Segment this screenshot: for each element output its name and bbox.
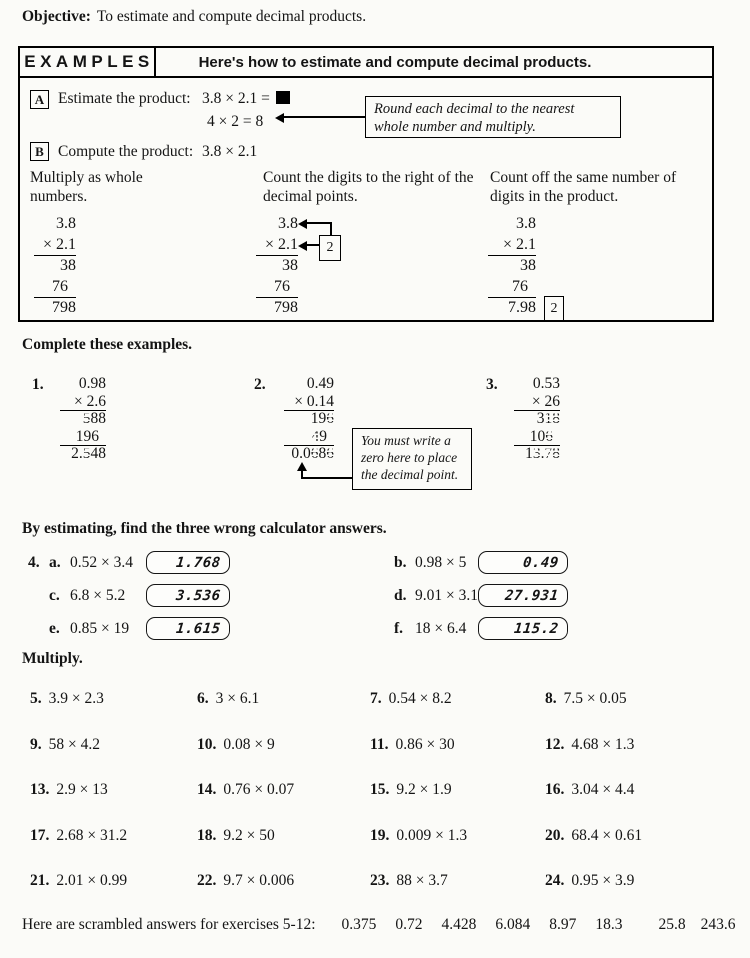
work-row	[284, 411, 334, 429]
digits: × 26	[531, 392, 560, 410]
work-row	[284, 394, 334, 412]
calculator-exercise	[394, 612, 734, 645]
digits: 798	[52, 299, 76, 316]
round-note-text: Round each decimal to the nearest whole number and multiply.	[374, 101, 575, 135]
work-row	[514, 411, 560, 429]
exercise-letter: d.	[394, 586, 407, 604]
exercise-number: 8.	[545, 690, 557, 707]
digits: 8	[318, 445, 327, 462]
calculator-exercise	[394, 546, 734, 579]
digits: 76	[52, 278, 68, 295]
multiply-exercise	[30, 827, 197, 873]
multiply-exercise	[30, 690, 197, 736]
step-3-heading: Count off the same number of digits in the product.	[490, 169, 677, 205]
exercise-expression: 4.68 × 1.3	[571, 735, 635, 753]
work-row	[256, 214, 298, 235]
work-row	[34, 256, 76, 277]
scrambled-value: 0.375	[341, 916, 377, 933]
exercise-number: 5.	[30, 690, 42, 707]
exercise-number: 23.	[370, 872, 390, 889]
digits: 0.0	[291, 445, 311, 462]
work-row	[34, 235, 76, 256]
exercise-expression: 2.9 × 13	[56, 781, 108, 798]
exercise-expression: 9.2 × 50	[223, 826, 275, 844]
exercise-letter: e.	[49, 619, 60, 637]
work-row	[488, 298, 536, 319]
arrow-line	[283, 116, 365, 118]
digits: 7.98	[508, 299, 536, 316]
exercise-expression: 0.08 × 9	[223, 735, 275, 753]
digits: 9	[319, 427, 327, 445]
problem-3-work	[514, 376, 560, 464]
exercise-number: 9.	[30, 735, 42, 753]
arrow-left-icon	[298, 219, 307, 229]
multiply-grid	[30, 690, 742, 918]
digits: × 0.14	[294, 392, 334, 410]
digits: 76	[512, 278, 528, 295]
problem-number: 3.	[486, 376, 498, 393]
scrambled-value: 18.3	[595, 916, 623, 933]
scrambled-values	[316, 916, 736, 933]
calculator-display	[146, 584, 230, 607]
calculator-value: 1.768	[175, 554, 222, 571]
exercise-expression: 0.95 × 3.9	[571, 872, 635, 889]
objective-text: To estimate and compute decimal products.	[96, 8, 367, 25]
exercise-number: 20.	[545, 826, 565, 844]
exercise-letter: c.	[49, 586, 60, 604]
exercise-expression: 0.52 × 3.4	[70, 553, 133, 571]
exercise-number: 19.	[370, 826, 390, 844]
exercise-number: 17.	[30, 826, 50, 844]
problem-2-work	[284, 376, 334, 464]
calculator-display	[146, 551, 230, 574]
digits: 3.8	[56, 215, 76, 232]
exercise-expression: 0.98 × 5	[415, 553, 467, 571]
exercise-expression: 0.86 × 30	[395, 735, 455, 753]
calculator-display	[146, 617, 230, 640]
digit-count-badge: 2	[319, 235, 341, 261]
problem-1-work	[60, 376, 106, 464]
multiply-exercise	[370, 827, 545, 873]
multiply-exercise	[370, 872, 545, 918]
work-row	[514, 446, 560, 464]
multiply-heading: Multiply.	[22, 650, 83, 667]
work-row	[256, 298, 298, 319]
work-row	[488, 256, 536, 277]
scrambled-label: Here are scrambled answers for exercises 5-12:	[22, 916, 316, 933]
multiply-exercise	[545, 736, 742, 782]
digits: 38	[520, 257, 536, 274]
exercise-number: 4.	[28, 553, 40, 571]
scrambled-value: 4.428	[441, 916, 477, 933]
exercise-letter: a.	[49, 553, 61, 571]
arrow-left-icon	[298, 241, 307, 251]
scrambled-value: 25.8	[658, 916, 686, 933]
scrambled-answers	[22, 916, 736, 934]
trace-digits: 78	[544, 445, 560, 462]
exercise-expression: 3.9 × 2.3	[48, 690, 104, 707]
work-row	[60, 376, 106, 394]
examples-subtitle: Here's how to estimate and compute decimal products.	[198, 53, 592, 71]
work-row	[60, 411, 106, 429]
multiply-exercise	[545, 872, 742, 918]
objective-label: Objective:	[22, 8, 91, 25]
work-column-1	[34, 214, 76, 319]
digits: × 2.1	[502, 236, 536, 253]
example-a-expression	[202, 90, 290, 108]
work-row	[60, 429, 106, 447]
example-a-label: Estimate the product:	[58, 90, 191, 107]
trace-digits: 4	[311, 427, 320, 445]
calculator-display	[478, 584, 568, 607]
digits: 38	[282, 257, 298, 274]
digits: 38	[60, 257, 76, 274]
multiply-exercise	[30, 872, 197, 918]
digits: 3.8	[278, 215, 298, 232]
calculator-value: 115.2	[513, 620, 560, 637]
exercise-expression: 6.8 × 5.2	[70, 586, 126, 604]
work-row	[256, 277, 298, 298]
exercise-expression: 0.85 × 19	[70, 619, 130, 637]
scrambled-value: 6.084	[495, 916, 531, 933]
calculator-value: 0.49	[522, 554, 560, 571]
multiply-exercise	[370, 736, 545, 782]
work-row	[34, 214, 76, 235]
exercise-expression: 9.7 × 0.006	[223, 872, 295, 889]
exercise-number: 15.	[370, 781, 390, 798]
digits: 196	[75, 427, 99, 445]
multiply-exercise	[370, 781, 545, 827]
work-row	[284, 429, 334, 447]
scrambled-value: 8.97	[549, 916, 577, 933]
zero-note-box	[352, 428, 472, 490]
exercise-number: 7.	[370, 690, 382, 707]
work-row	[60, 394, 106, 412]
multiply-exercise	[545, 690, 742, 736]
calculator-exercise	[28, 579, 394, 612]
exercise-letter: f.	[394, 619, 404, 637]
digits: × 2.6	[74, 392, 106, 410]
calculator-value: 3.536	[175, 587, 222, 604]
example-a-estimate: 4 × 2 = 8	[207, 113, 264, 130]
multiply-exercise	[197, 781, 370, 827]
work-column-2	[256, 214, 298, 319]
example-b-tag: B	[30, 142, 49, 161]
exercise-number: 11.	[370, 735, 389, 753]
arrow-line	[306, 222, 332, 224]
calculator-exercise	[28, 612, 394, 645]
work-row	[514, 429, 560, 447]
digits: 0.53	[532, 375, 560, 392]
arrow-left-icon	[275, 113, 284, 123]
digits: 0.49	[306, 375, 334, 392]
exercise-expression: 3.04 × 4.4	[571, 781, 635, 798]
scrambled-value: 0.72	[395, 916, 423, 933]
exercise-expression: 9.01 × 3.1	[415, 586, 478, 604]
digits: 2.	[71, 445, 83, 462]
digits: 798	[274, 299, 298, 316]
multiply-exercise	[197, 736, 370, 782]
exercise-number: 14.	[197, 781, 217, 798]
exercise-expression: 7.5 × 0.05	[563, 690, 627, 707]
exercise-expression: 0.76 × 0.07	[223, 781, 295, 798]
exercise-number: 13.	[30, 781, 50, 798]
digits: × 2.1	[42, 236, 76, 253]
calculator-display	[478, 617, 568, 640]
step-2-heading: Count the digits to the right of the decimal points.	[263, 169, 474, 205]
exercise-number: 24.	[545, 872, 565, 889]
example-a-tag: A	[30, 90, 49, 109]
multiply-exercise	[197, 827, 370, 873]
work-row	[284, 446, 334, 464]
work-row	[514, 376, 560, 394]
work-row	[34, 298, 76, 319]
problem-number: 2.	[254, 376, 266, 393]
digits: 10	[529, 427, 546, 445]
exercise-expression: 3 × 6.1	[215, 690, 260, 707]
trace-digits: 18	[544, 410, 560, 427]
objective	[22, 8, 366, 26]
trace-digits: 5	[82, 445, 91, 462]
exercise-number: 22.	[197, 872, 217, 889]
zero-note-text: You must write a zero here to place the decimal point.	[361, 433, 459, 482]
exercise-number: 16.	[545, 781, 565, 798]
exercise-expression: 18 × 6.4	[415, 619, 467, 637]
problem-number: 1.	[32, 376, 44, 393]
work-column-3	[488, 214, 536, 319]
answer-placeholder-square-icon	[276, 91, 290, 104]
work-row	[284, 376, 334, 394]
exercise-expression: 0.009 × 1.3	[396, 826, 468, 844]
work-row	[514, 394, 560, 412]
calculator-value: 27.931	[504, 587, 560, 604]
exercise-expression: 2.68 × 31.2	[56, 826, 128, 844]
trace-digits: 6	[326, 445, 334, 462]
calculator-exercise	[394, 579, 734, 612]
multiply-exercise	[197, 690, 370, 736]
exercise-number: 18.	[197, 826, 217, 844]
exercise-expression: 58 × 4.2	[48, 735, 100, 753]
digits: 1	[525, 445, 533, 462]
exercise-number: 21.	[30, 872, 50, 889]
digits: 88	[90, 410, 106, 427]
calculator-value: 1.615	[175, 620, 222, 637]
multiply-exercise	[545, 827, 742, 873]
exercise-number: 12.	[545, 735, 565, 753]
work-row	[256, 256, 298, 277]
work-row	[34, 277, 76, 298]
multiply-exercise	[370, 690, 545, 736]
exercise-letter: b.	[394, 553, 407, 571]
exercise-expression: 68.4 × 0.61	[571, 826, 643, 844]
examples-content	[20, 78, 712, 320]
trace-digits: 6	[326, 410, 334, 427]
exercise-number: 10.	[197, 735, 217, 753]
example-b-expression: 3.8 × 2.1	[202, 143, 258, 160]
examples-header	[20, 48, 712, 78]
trace-digits: 5	[82, 410, 91, 427]
examples-box	[18, 46, 714, 322]
trace-digits: 3	[532, 445, 541, 462]
digits: 3.8	[516, 215, 536, 232]
trace-digits: 6	[310, 445, 319, 462]
exercise-expression: 2.01 × 0.99	[56, 872, 128, 889]
trace-digits: 6	[545, 427, 553, 445]
multiply-exercise	[197, 872, 370, 918]
expression-text: 3.8 × 2.1 =	[202, 90, 270, 107]
round-note-box	[365, 96, 621, 138]
arrow-line	[301, 477, 352, 479]
digits: 3	[536, 410, 545, 427]
multiply-exercise	[545, 781, 742, 827]
calculator-exercise	[28, 546, 394, 579]
exercise-expression: 0.54 × 8.2	[388, 690, 452, 707]
work-row	[256, 235, 298, 256]
digits: × 2.1	[264, 236, 298, 253]
work-row	[488, 214, 536, 235]
complete-heading: Complete these examples.	[22, 336, 193, 353]
work-row	[60, 446, 106, 464]
examples-title: EXAMPLES	[20, 48, 156, 76]
work-row	[488, 235, 536, 256]
estimating-grid	[28, 546, 734, 645]
digit-count-badge: 2	[544, 296, 564, 321]
estimating-heading: By estimating, find the three wrong calculator answers.	[22, 520, 387, 537]
calculator-display	[478, 551, 568, 574]
exercise-number: 6.	[197, 690, 209, 707]
digits: .	[540, 445, 545, 462]
step-1-heading: Multiply as whole numbers.	[30, 169, 143, 205]
digits: 0.98	[78, 375, 106, 392]
digits: 76	[274, 278, 290, 295]
arrow-line	[306, 244, 319, 246]
multiply-exercise	[30, 781, 197, 827]
scrambled-value: 243.6	[700, 916, 736, 933]
example-b-label: Compute the product:	[58, 143, 194, 160]
digits: 19	[310, 410, 327, 427]
work-row	[488, 277, 536, 298]
digits: 48	[90, 445, 106, 462]
exercise-expression: 88 × 3.7	[396, 872, 448, 889]
multiply-exercise	[30, 736, 197, 782]
exercise-expression: 9.2 × 1.9	[396, 781, 452, 798]
